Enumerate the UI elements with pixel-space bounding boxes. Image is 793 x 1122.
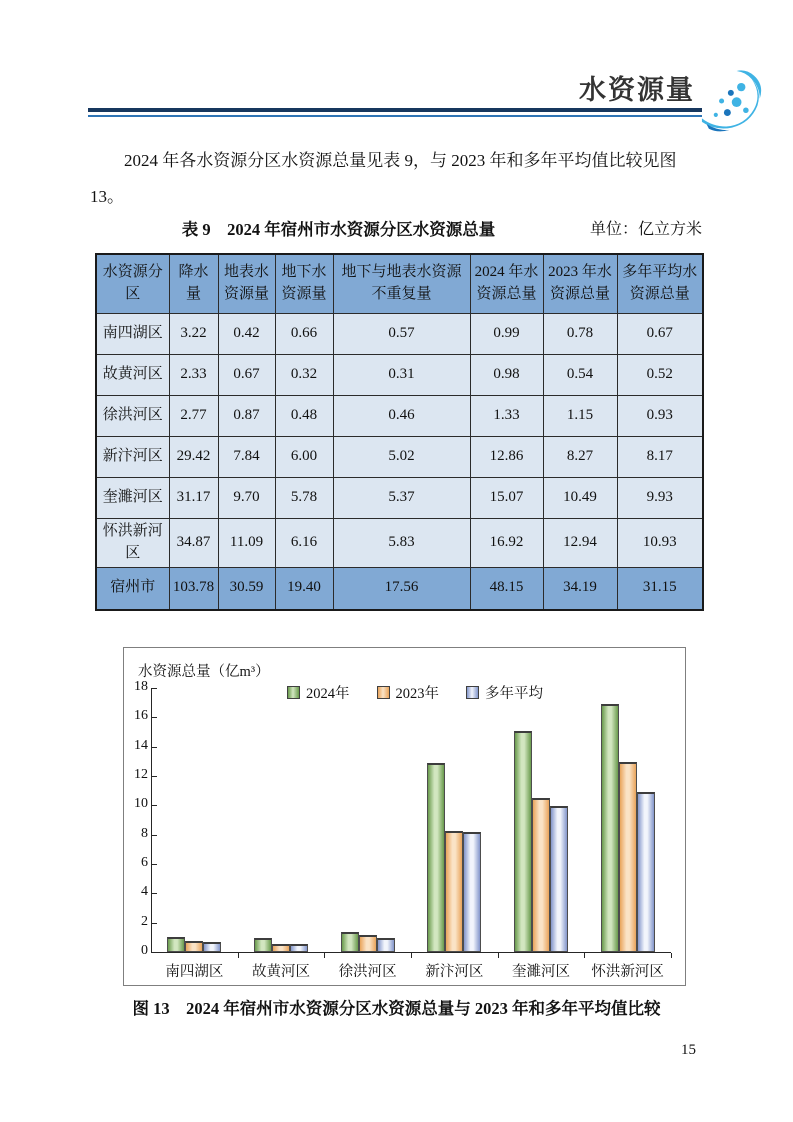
table-cell: 16.92 [470,519,543,568]
table-cell: 0.32 [275,355,333,396]
table-cell: 12.94 [543,519,617,568]
y-axis-tick [151,952,157,953]
figure-frame [123,647,686,986]
table-cell: 12.86 [470,437,543,478]
table-cell: 2.77 [169,396,218,437]
table-cell: 0.98 [470,355,543,396]
table-cell: 0.48 [275,396,333,437]
table-header-cell: 多年平均水资源总量 [617,254,703,314]
legend-label: 多年平均 [485,686,543,702]
table-cell: 2.33 [169,355,218,396]
y-tick-label: 12 [134,767,148,782]
chart-bar [514,731,532,952]
table-cell: 新汴河区 [96,437,169,478]
chart-bar [550,806,568,952]
x-axis-label: 故黄河区 [251,964,310,980]
table-title: 表 9 2024 年宿州市水资源分区水资源总量 [181,220,496,239]
y-axis-tick [151,688,157,689]
x-axis-tick [584,953,585,958]
table-caption-row [95,216,702,240]
y-tick-label: 14 [134,737,148,753]
table-cell: 0.67 [218,355,275,396]
table-cell: 0.99 [470,314,543,355]
table-cell: 15.07 [470,478,543,519]
y-axis-line [151,688,152,952]
chart-y-axis-label: 水资源总量（亿m³） [138,664,270,680]
table-row [96,478,703,519]
table-cell: 0.66 [275,314,333,355]
table-cell: 6.16 [275,519,333,568]
table-cell: 徐洪河区 [96,396,169,437]
legend-item [377,682,440,703]
table-cell: 0.54 [543,355,617,396]
table-header-cell: 地表水资源量 [218,254,275,314]
table-cell: 6.00 [275,437,333,478]
table-cell: 8.27 [543,437,617,478]
page-title: 水资源量 [579,75,695,105]
table-header-cell: 降水量 [169,254,218,314]
intro-line-1: 2024 年各水资源分区水资源总量见表 9，与 2023 年和多年平均值比较见图 [124,151,677,170]
x-axis-label: 奎濉河区 [511,964,570,980]
table-cell: 10.93 [617,519,703,568]
legend-label: 2023年 [395,686,439,702]
chart-bar [185,941,203,952]
header-rule-top [88,108,702,112]
y-tick-label: 18 [134,679,148,694]
table-cell: 0.46 [333,396,470,437]
table-cell: 南四湖区 [96,314,169,355]
legend-swatch-icon [377,686,390,699]
table-cell: 0.67 [617,314,703,355]
table-cell: 0.31 [333,355,470,396]
x-axis-label: 徐洪河区 [338,964,397,980]
table-header-row [96,254,703,314]
table-cell: 8.17 [617,437,703,478]
chart-legend [287,682,543,703]
y-tick-label: 2 [141,913,148,929]
table-cell: 31.15 [617,567,703,610]
table-cell: 0.78 [543,314,617,355]
table-cell: 29.42 [169,437,218,478]
table-cell: 0.93 [617,396,703,437]
chart-bar [272,944,290,952]
table-header-cell: 2024 年水资源总量 [470,254,543,314]
table-cell: 7.84 [218,437,275,478]
table-cell: 34.87 [169,519,218,568]
table-cell: 31.17 [169,478,218,519]
table-cell: 故黄河区 [96,355,169,396]
table-row [96,355,703,396]
table-cell: 1.33 [470,396,543,437]
chart-bar [445,831,463,952]
table-cell: 3.22 [169,314,218,355]
chart-bar [203,942,221,952]
figure-caption: 图 13 2024 年宿州市水资源分区水资源总量与 2023 年和多年平均值比较 [132,999,661,1018]
chart-bar [254,938,272,952]
table-header-cell: 水资源分区 [96,254,169,314]
legend-item [466,682,543,703]
table-cell: 19.40 [275,567,333,610]
chart-bar [427,763,445,952]
y-tick-label: 10 [134,796,148,812]
water-resources-table [95,253,704,611]
table-cell: 34.19 [543,567,617,610]
chart-bar [341,932,359,952]
y-axis-tick [151,893,157,894]
table-row [96,314,703,355]
chart-bar [463,832,481,952]
table-cell: 5.78 [275,478,333,519]
table-cell: 0.52 [617,355,703,396]
y-axis-tick [151,747,157,748]
table-cell: 奎濉河区 [96,478,169,519]
table-cell: 5.37 [333,478,470,519]
chart-bar [377,938,395,952]
y-axis-tick [151,864,157,865]
table-unit: 单位：亿立方米 [589,221,702,238]
table-cell: 17.56 [333,567,470,610]
x-axis-label: 新汴河区 [425,964,484,980]
x-axis-label: 南四湖区 [165,964,224,980]
table-cell: 5.02 [333,437,470,478]
intro-line-2: 13。 [90,187,124,206]
y-axis-tick [151,835,157,836]
legend-label: 2024年 [306,686,350,702]
chart-bar [359,935,377,952]
table-row [96,396,703,437]
x-axis-tick [411,953,412,958]
y-tick-label: 8 [141,825,148,841]
y-tick-label: 16 [134,708,148,724]
table-row [96,519,703,568]
water-splash-icon [695,64,769,138]
page-number: 15 [681,1042,696,1058]
chart-bar [532,798,550,952]
y-axis-tick [151,923,157,924]
table-header-cell: 地下与地表水资源不重复量 [333,254,470,314]
y-axis-tick [151,805,157,806]
chart-bar [601,704,619,952]
y-axis-tick [151,776,157,777]
legend-swatch-icon [287,686,300,699]
header-rule-bottom [88,115,702,117]
x-axis-tick [498,953,499,958]
chart-bar [637,792,655,952]
table-cell: 怀洪新河区 [96,519,169,568]
table-cell: 1.15 [543,396,617,437]
table-cell: 11.09 [218,519,275,568]
x-axis-label: 怀洪新河区 [591,964,664,980]
table-cell: 30.59 [218,567,275,610]
table-cell: 9.93 [617,478,703,519]
x-axis-tick [324,953,325,958]
table-cell: 48.15 [470,567,543,610]
table-cell: 0.87 [218,396,275,437]
table-cell: 0.57 [333,314,470,355]
table-header-cell: 2023 年水资源总量 [543,254,617,314]
chart-bar [290,944,308,952]
table-cell: 宿州市 [96,567,169,610]
chart-bar [619,762,637,952]
table-header-cell: 地下水资源量 [275,254,333,314]
table-cell: 5.83 [333,519,470,568]
table-row [96,437,703,478]
y-tick-label: 4 [141,884,148,900]
y-tick-label: 0 [141,943,148,958]
x-axis-tick [238,953,239,958]
header-rule [88,108,702,117]
y-tick-label: 6 [141,855,148,870]
table-cell: 103.78 [169,567,218,610]
table-cell: 10.49 [543,478,617,519]
table-total-row [96,567,703,610]
legend-item [287,682,350,703]
chart-bar [167,937,185,952]
table-cell: 0.42 [218,314,275,355]
y-axis-tick [151,717,157,718]
legend-swatch-icon [466,686,479,699]
x-axis-tick [671,953,672,958]
table-cell: 9.70 [218,478,275,519]
